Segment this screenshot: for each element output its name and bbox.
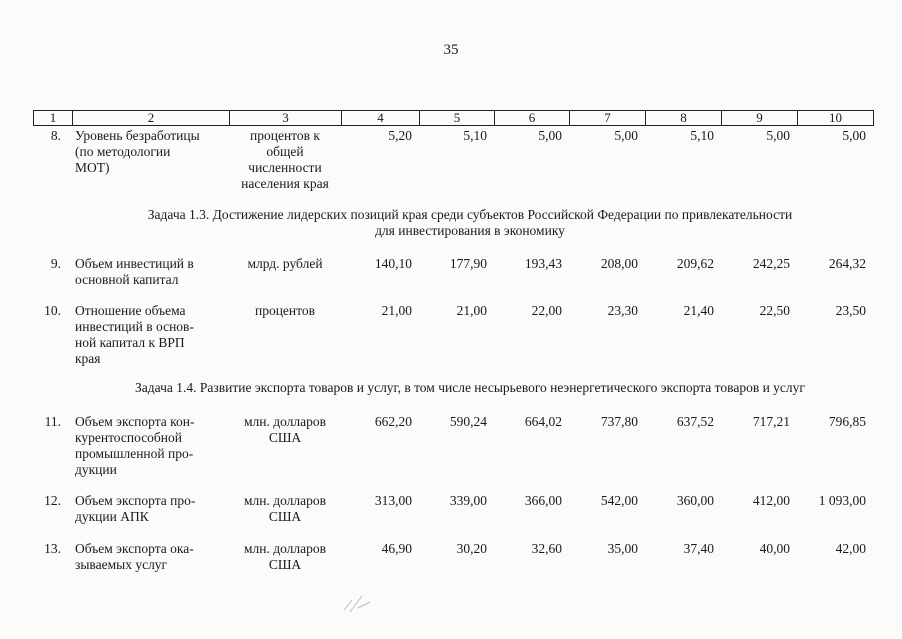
text-line: млн. долларов — [243, 414, 327, 429]
value-cell: 42,00 — [835, 541, 866, 556]
unit — [230, 414, 340, 446]
value-cell: 5,00 — [614, 128, 638, 143]
value-cell: 590,24 — [449, 414, 487, 429]
unit — [230, 493, 340, 525]
text-line: дукции АПК — [75, 509, 149, 524]
text-line: Объем экспорта про- — [75, 493, 196, 508]
indicator-name — [75, 256, 223, 288]
text-line: общей — [266, 144, 304, 159]
value-cell: 40,00 — [759, 541, 790, 556]
row-number: 13. — [44, 541, 61, 556]
text-line: МОТ) — [75, 160, 110, 175]
row-number: 12. — [44, 493, 61, 508]
value-cell: 664,02 — [524, 414, 562, 429]
text-line: США — [268, 557, 302, 572]
col-header: 10 — [798, 111, 874, 126]
text-line: США — [268, 509, 302, 524]
value-cell: 5,00 — [538, 128, 562, 143]
text-line: края — [75, 351, 101, 366]
text-line: ной капитал к ВРП — [75, 335, 185, 350]
text-line: промышленной про- — [75, 446, 194, 461]
value-cell: 193,43 — [524, 256, 562, 271]
value-cell: 22,00 — [531, 303, 562, 318]
text-line: зываемых услуг — [75, 557, 168, 572]
value-cell: 313,00 — [374, 493, 412, 508]
indicator-name — [75, 303, 223, 367]
value-cell: 662,20 — [374, 414, 412, 429]
text-line: курентоспособной — [75, 430, 183, 445]
value-cell: 5,00 — [842, 128, 866, 143]
pencil-scribble-mark — [340, 590, 380, 615]
unit — [230, 541, 340, 573]
value-cell: 5,10 — [690, 128, 714, 143]
value-cell: 5,10 — [463, 128, 487, 143]
indicator-name — [75, 128, 223, 176]
value-cell: 208,00 — [600, 256, 638, 271]
value-cell: 5,20 — [388, 128, 412, 143]
value-cell: 264,32 — [828, 256, 866, 271]
unit — [230, 303, 340, 319]
col-header: 9 — [722, 111, 798, 126]
col-header: 7 — [570, 111, 646, 126]
value-cell: 37,40 — [683, 541, 714, 556]
text-line: процентов — [254, 303, 315, 318]
text-line: Объем экспорта кон- — [75, 414, 195, 429]
value-cell: 366,00 — [524, 493, 562, 508]
col-header: 4 — [342, 111, 420, 126]
value-cell: 32,60 — [531, 541, 562, 556]
indicator-name — [75, 414, 223, 478]
col-header: 6 — [495, 111, 570, 126]
unit — [230, 256, 340, 272]
value-cell: 21,40 — [683, 303, 714, 318]
value-cell: 30,20 — [456, 541, 487, 556]
col-header: 8 — [646, 111, 722, 126]
col-header: 1 — [34, 111, 73, 126]
text-line: Уровень безработицы — [75, 128, 200, 143]
value-cell: 21,00 — [381, 303, 412, 318]
row-number: 9. — [50, 256, 61, 271]
text-line: млрд. рублей — [247, 256, 323, 271]
value-cell: 412,00 — [752, 493, 790, 508]
text-line: основной капитал — [75, 272, 179, 287]
unit — [230, 128, 340, 192]
value-cell: 22,50 — [759, 303, 790, 318]
row-number: 8. — [50, 128, 61, 143]
text-line: млн. долларов — [243, 493, 327, 508]
indicator-name — [75, 493, 223, 525]
value-cell: 5,00 — [766, 128, 790, 143]
value-cell: 542,00 — [600, 493, 638, 508]
value-cell: 637,52 — [676, 414, 714, 429]
text-line: млн. долларов — [243, 541, 327, 556]
col-header: 5 — [420, 111, 495, 126]
value-cell: 35,00 — [607, 541, 638, 556]
text-line: процентов к — [250, 128, 320, 143]
value-cell: 339,00 — [449, 493, 487, 508]
text-line: США — [268, 430, 302, 445]
value-cell: 717,21 — [752, 414, 790, 429]
value-cell: 1 093,00 — [818, 493, 866, 508]
value-cell: 21,00 — [456, 303, 487, 318]
text-line: Объем экспорта ока- — [75, 541, 194, 556]
value-cell: 242,25 — [752, 256, 790, 271]
text-line: дукции — [75, 462, 117, 477]
value-cell: 209,62 — [676, 256, 714, 271]
value-cell: 737,80 — [600, 414, 638, 429]
text-line: населения края — [241, 176, 329, 191]
row-number: 11. — [44, 414, 61, 429]
text-line: Объем инвестиций в — [75, 256, 194, 271]
value-cell: 360,00 — [676, 493, 714, 508]
value-cell: 23,30 — [607, 303, 638, 318]
text-line: Задача 1.3. Достижение лидерских позиций края среди субъектов Российской Федерации по привлекательности — [147, 207, 793, 222]
col-header: 3 — [230, 111, 342, 126]
col-header: 2 — [73, 111, 230, 126]
indicator-name — [75, 541, 223, 573]
text-line: численности — [248, 160, 322, 175]
text-line: Отношение объема — [75, 303, 186, 318]
value-cell: 140,10 — [374, 256, 412, 271]
text-line: для инвестирования в экономику — [375, 223, 565, 238]
value-cell: 46,90 — [381, 541, 412, 556]
text-line: инвестиций в основ- — [75, 319, 194, 334]
text-line: (по методологии — [75, 144, 171, 159]
value-cell: 796,85 — [828, 414, 866, 429]
task-heading — [70, 380, 870, 396]
page-number: 35 — [443, 42, 459, 58]
row-number: 10. — [44, 303, 61, 318]
value-cell: 177,90 — [449, 256, 487, 271]
text-line: Задача 1.4. Развитие экспорта товаров и услуг, в том числе несырьевого неэнергетического экспорта товаров и услуг — [135, 380, 805, 395]
task-heading — [70, 207, 870, 239]
column-header-table — [33, 110, 874, 126]
value-cell: 23,50 — [835, 303, 866, 318]
